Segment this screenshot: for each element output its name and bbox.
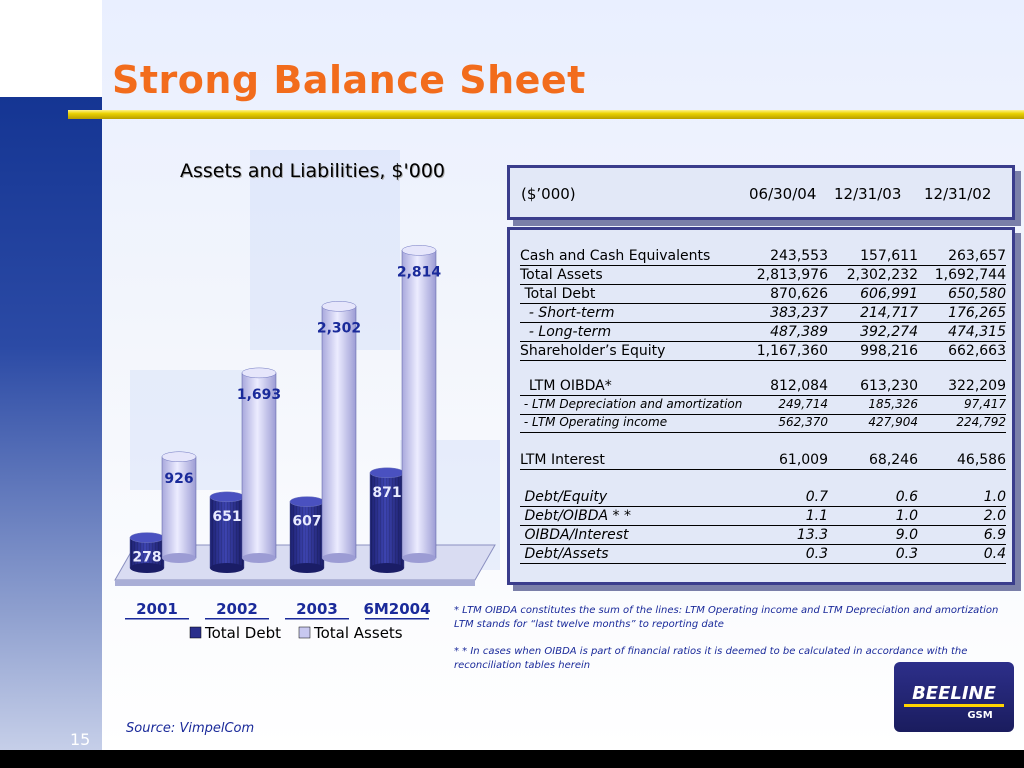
- table-row: [520, 546, 1006, 564]
- left-top-white-block: [0, 0, 102, 97]
- bar-cap: [242, 368, 276, 378]
- data-label: 607: [292, 513, 322, 530]
- row-value-col2: 0.6: [895, 489, 918, 505]
- data-label: 1,693: [236, 386, 282, 403]
- table-row: [520, 527, 1006, 545]
- table-row: [520, 452, 1006, 470]
- slide-title: Strong Balance Sheet: [112, 58, 586, 102]
- bottom-black-bar: [0, 750, 1024, 768]
- chart-title: Assets and Liabilities, $'000: [179, 160, 446, 182]
- row-value-col2: 998,216: [860, 343, 918, 359]
- bar-base: [242, 553, 276, 563]
- table-header-unit: ($’000): [521, 185, 576, 203]
- row-label: LTM Interest: [520, 452, 605, 468]
- table-row: [520, 343, 1006, 361]
- data-label: 926: [164, 470, 194, 487]
- chart-floor-edge: [115, 580, 475, 586]
- row-value-col1: 0.3: [805, 546, 828, 562]
- row-value-col2: 68,246: [869, 452, 918, 468]
- bar-base: [162, 553, 196, 563]
- row-value-col3: 1.0: [983, 489, 1006, 505]
- row-value-col2: 9.0: [895, 527, 918, 543]
- source-note: Source: VimpelCom: [126, 721, 255, 736]
- row-value-col3: 46,586: [957, 452, 1006, 468]
- data-label: 871: [372, 484, 402, 501]
- row-label: Cash and Cash Equivalents: [520, 248, 711, 264]
- logo-subtext: GSM: [967, 710, 993, 721]
- row-value-col1: 249,714: [778, 397, 828, 411]
- row-value-col2: 427,904: [868, 415, 918, 429]
- beeline-gsm-logo: [894, 662, 1014, 732]
- row-label: - LTM Operating income: [520, 415, 668, 429]
- bar-total-assets: [322, 306, 356, 558]
- row-value-col2: 0.3: [895, 546, 918, 562]
- row-value-col1: 870,626: [770, 286, 828, 302]
- table-row: [520, 378, 1006, 396]
- row-label: OIBDA/Interest: [520, 527, 629, 543]
- row-label: Debt/Assets: [520, 546, 609, 562]
- table-row: [520, 305, 1006, 323]
- footnote-ratios: * * In cases when OIBDA is part of financial ratios it is deemed to be calculated in accordance with the reconciliation tables herein: [454, 646, 968, 671]
- title-underline-rule: [68, 110, 1024, 119]
- row-value-col3: 263,657: [948, 248, 1006, 264]
- table-row: [520, 508, 1006, 526]
- table-row: [520, 267, 1006, 285]
- row-value-col1: 383,237: [770, 305, 828, 321]
- row-value-col2: 185,326: [868, 397, 918, 411]
- bar-total-assets: [402, 250, 436, 558]
- row-value-col2: 214,717: [860, 305, 918, 321]
- row-label: - Short-term: [520, 305, 615, 321]
- bar-texture: [290, 502, 324, 568]
- bar-base: [290, 563, 324, 573]
- data-label: 278: [132, 549, 162, 566]
- row-value-col1: 562,370: [778, 415, 828, 429]
- row-value-col1: 1.1: [805, 508, 828, 524]
- row-value-col3: 97,417: [964, 397, 1006, 411]
- legend-swatch-total-assets: [299, 627, 310, 638]
- row-value-col1: 61,009: [779, 452, 828, 468]
- table-header-col1: 06/30/04: [749, 185, 817, 203]
- row-label: Total Assets: [520, 267, 603, 283]
- x-axis-tick-label: 2001: [136, 600, 178, 618]
- table-row: [520, 324, 1006, 342]
- footnote-oibda: * LTM OIBDA constitutes the sum of the lines: LTM Operating income and LTM Depreciation and amortization LTM stands for “last twelve months” to reporting date: [454, 605, 999, 630]
- row-value-col3: 650,580: [948, 286, 1006, 302]
- bar-cap: [370, 468, 404, 478]
- bar-cap: [130, 533, 164, 543]
- row-value-col1: 1,167,360: [756, 343, 828, 359]
- bar-base: [322, 553, 356, 563]
- bar-base: [402, 553, 436, 563]
- row-value-col1: 2,813,976: [756, 267, 828, 283]
- table-row: [520, 286, 1006, 304]
- row-value-col2: 613,230: [860, 378, 918, 394]
- bar-chart: [110, 200, 500, 655]
- x-axis-tick-label: 2002: [216, 600, 258, 618]
- row-value-col3: 6.9: [983, 527, 1006, 543]
- table-row: [520, 397, 1006, 415]
- data-label: 2,302: [316, 320, 362, 337]
- row-value-col3: 1,692,744: [934, 267, 1006, 283]
- row-label: Total Debt: [520, 286, 596, 302]
- row-label: Shareholder’s Equity: [520, 343, 666, 359]
- row-value-col1: 13.3: [796, 527, 828, 543]
- row-value-col2: 2,302,232: [846, 267, 918, 283]
- row-value-col3: 662,663: [948, 343, 1006, 359]
- table-row: [520, 415, 1006, 433]
- table-row: [520, 489, 1006, 507]
- row-value-col3: 474,315: [948, 324, 1006, 340]
- bar-cap: [322, 301, 356, 311]
- row-value-col2: 1.0: [895, 508, 918, 524]
- tick-underline: [365, 618, 429, 620]
- tick-underline: [285, 618, 349, 620]
- row-value-col1: 0.7: [805, 489, 828, 505]
- row-label: - Long-term: [520, 324, 612, 340]
- legend-swatch-total-debt: [190, 627, 201, 638]
- bar-base: [370, 563, 404, 573]
- row-value-col1: 487,389: [770, 324, 828, 340]
- logo-text: BEELINE: [912, 683, 996, 704]
- bar-cap: [290, 497, 324, 507]
- x-axis-tick-label: 6M2004: [363, 600, 431, 618]
- row-value-col1: 812,084: [770, 378, 828, 394]
- row-value-col3: 0.4: [983, 546, 1006, 562]
- beeline-logo-icon: [894, 662, 1014, 732]
- row-value-col2: 606,991: [860, 286, 918, 302]
- x-axis-tick-label: 2003: [296, 600, 338, 618]
- legend-label-total-debt: Total Debt: [205, 624, 281, 642]
- page-number: 15: [70, 730, 91, 749]
- bar-texture: [210, 497, 244, 568]
- bar-cap: [402, 245, 436, 255]
- bar-cap: [162, 452, 196, 462]
- legend-label-total-assets: Total Assets: [314, 624, 403, 642]
- row-value-col3: 322,209: [948, 378, 1006, 394]
- bar-cap: [210, 492, 244, 502]
- row-value-col2: 392,274: [860, 324, 918, 340]
- data-label: 2,814: [396, 264, 442, 281]
- row-label: LTM OIBDA*: [520, 378, 612, 394]
- tick-underline: [205, 618, 269, 620]
- row-label: Debt/OIBDA * *: [520, 508, 631, 524]
- row-value-col2: 157,611: [860, 248, 918, 264]
- table-header-col3: 12/31/02: [924, 185, 992, 203]
- row-label: - LTM Depreciation and amortization: [520, 397, 743, 411]
- bar-base: [210, 563, 244, 573]
- table-row: [520, 248, 1006, 266]
- row-value-col1: 243,553: [770, 248, 828, 264]
- row-value-col3: 176,265: [948, 305, 1006, 321]
- row-value-col3: 224,792: [956, 415, 1006, 429]
- row-label: Debt/Equity: [520, 489, 608, 505]
- data-label: 651: [212, 508, 242, 525]
- row-value-col3: 2.0: [983, 508, 1006, 524]
- table-header-col2: 12/31/03: [834, 185, 902, 203]
- tick-underline: [125, 618, 189, 620]
